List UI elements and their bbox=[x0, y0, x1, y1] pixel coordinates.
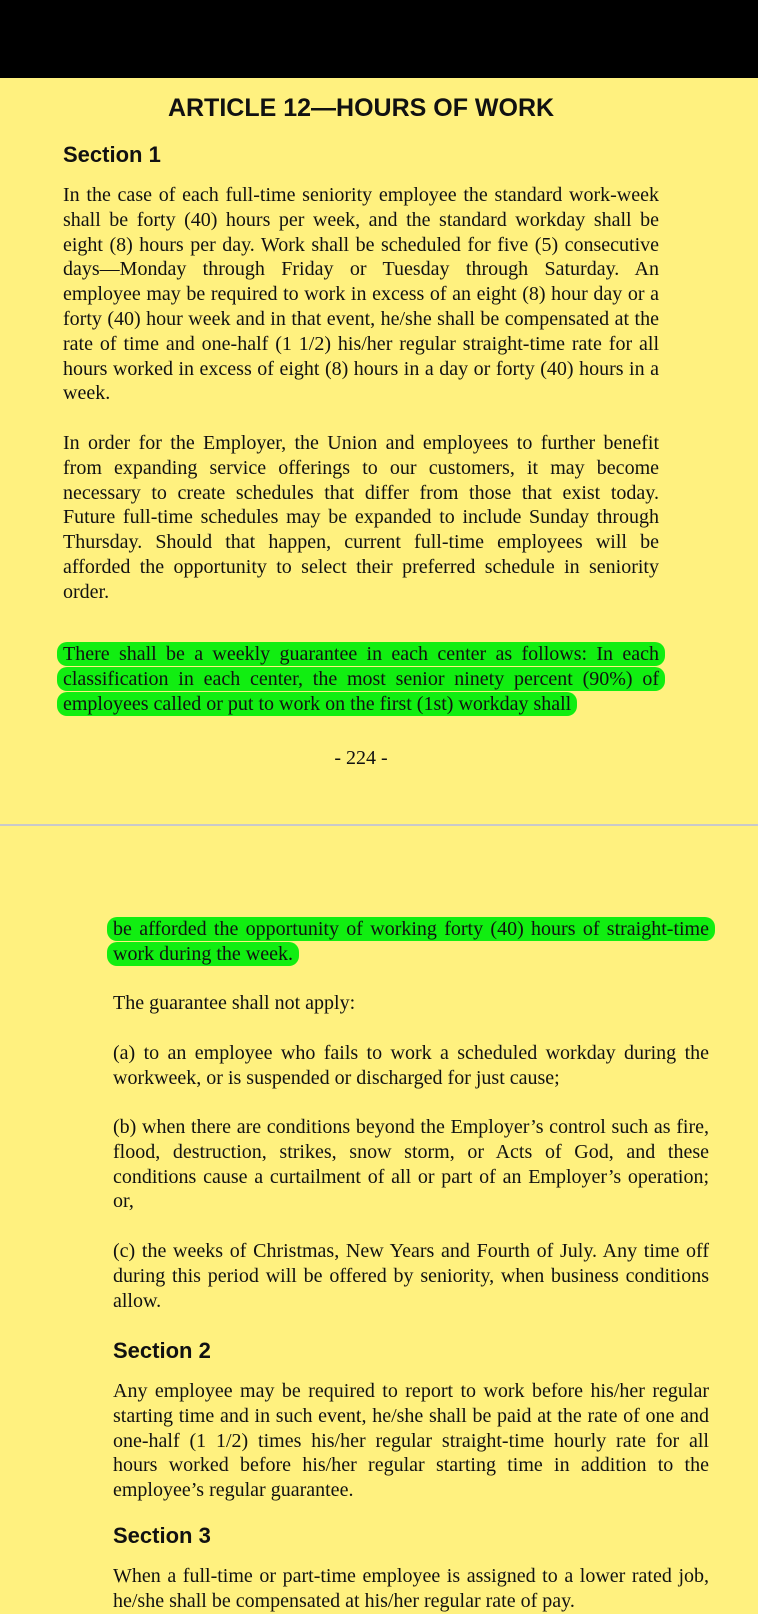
page-number: - 224 - bbox=[334, 747, 388, 769]
top-bar bbox=[0, 0, 758, 78]
guarantee-intro: The guarantee shall not apply: bbox=[113, 992, 356, 1014]
document-page-224 bbox=[0, 78, 758, 824]
highlighted-guarantee-paragraph bbox=[63, 642, 659, 716]
section-3-paragraph: When a full-time or part-time employee is assigned to a lower rated job, he/she shall be compensated at his/her regular rate of pay. bbox=[113, 1565, 709, 1612]
section-3-heading: Section 3 bbox=[113, 1523, 211, 1548]
document-page-225 bbox=[0, 826, 758, 1612]
section-1-heading: Section 1 bbox=[63, 142, 161, 167]
exception-item-c: (c) the weeks of Christmas, New Years and Fourth of July. Any time off during this period will be offered by seniority, when business conditions allow. bbox=[113, 1240, 709, 1312]
section-2-paragraph: Any employee may be required to report to work before his/her regular starting time and in such event, he/she shall be paid at the rate of one and one-half (1 1/2) times his/her regular straight-time hourly rate for all hours worked before his/her regular starting time in addition to the employee’s regular guarantee. bbox=[113, 1380, 709, 1502]
article-title: ARTICLE 12—HOURS OF WORK bbox=[167, 94, 555, 122]
highlight[interactable]: There shall be a weekly guarantee in each center as follows: In each classification in each center, the most senior ninety percent (90%) of employees called or put to work on the first (1st) workday shall bbox=[57, 642, 665, 716]
section-1-paragraph-1: In the case of each full-time seniority employee the standard work-week shall be forty (40) hours per week, and the standard workday shall be eight (8) hours per day. Work shall be scheduled for five (5) consecutive days—Monday through Friday or Tuesday through Saturday. An employee may be required to work in excess of an eight (8) hour day or a forty (40) hour week and in that event, he/she shall be compensated at the rate of time and one-half (1 1/2) his/her regular straight-time rate for all hours worked in excess of eight (8) hours in a day or forty (40) hours in a week. bbox=[63, 184, 659, 405]
exception-item-a: (a) to an employee who fails to work a scheduled workday during the workweek, or is suspended or discharged for just cause; bbox=[113, 1042, 709, 1089]
highlight[interactable]: be afforded the opportunity of working forty (40) hours of straight-time work during the week. bbox=[107, 917, 715, 966]
section-2-heading: Section 2 bbox=[113, 1338, 211, 1363]
exception-item-b: (b) when there are conditions beyond the Employer’s control such as fire, flood, destruction, strikes, snow storm, or Acts of God, and these conditions cause a curtailment of all or part of an Employer’s operation; or, bbox=[113, 1116, 709, 1213]
section-1-paragraph-2: In order for the Employer, the Union and employees to further benefit from expanding service offerings to our customers, it may become necessary to create schedules that differ from those that exist today. Future full-time schedules may be expanded to include Sunday through Thursday. Should that happen, current full-time employees will be afforded the opportunity to select their preferred schedule in seniority order. bbox=[63, 432, 659, 603]
highlighted-guarantee-continuation bbox=[113, 917, 709, 967]
